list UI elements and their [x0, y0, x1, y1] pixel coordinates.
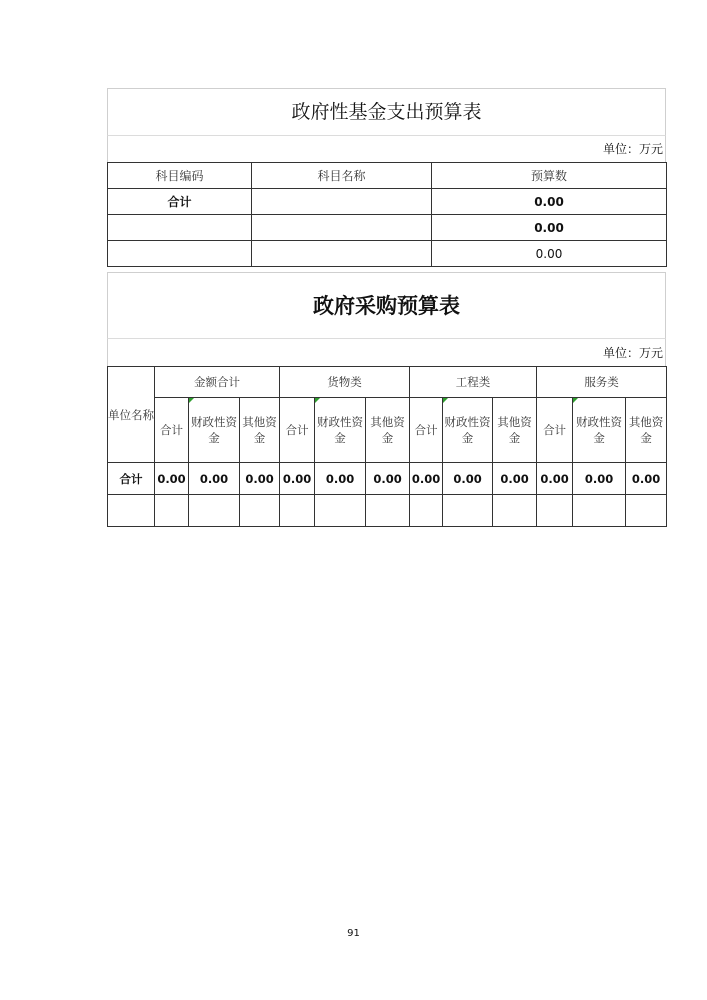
empty-cell	[410, 495, 443, 527]
procurement-sub-header-row	[108, 398, 667, 463]
row-code	[108, 241, 252, 267]
sub-header-other-funds: 其他资金	[366, 398, 410, 463]
sub-header-fiscal-funds: 财政性资金	[315, 398, 366, 463]
sub-header-total: 合计	[537, 398, 573, 463]
total-value: 0.00	[315, 463, 366, 495]
header-subject-code: 科目编码	[108, 163, 252, 189]
empty-cell	[155, 495, 189, 527]
total-value: 0.00	[410, 463, 443, 495]
sub-header-total: 合计	[280, 398, 315, 463]
fund-table-title: 政府性基金支出预算表	[107, 88, 666, 135]
sub-header-fiscal-funds: 财政性资金	[443, 398, 493, 463]
fund-table-grid	[107, 162, 667, 267]
empty-cell	[108, 495, 155, 527]
empty-cell	[537, 495, 573, 527]
row-amount: 0.00	[432, 215, 667, 241]
sub-header-fiscal-funds: 财政性资金	[573, 398, 626, 463]
empty-cell	[626, 495, 667, 527]
table-row	[108, 463, 667, 495]
empty-cell	[443, 495, 493, 527]
procurement-table-grid	[107, 366, 667, 527]
sub-header-other-funds: 其他资金	[240, 398, 280, 463]
row-amount: 0.00	[432, 189, 667, 215]
sub-header-total: 合计	[155, 398, 189, 463]
fund-table-header-row	[108, 163, 667, 189]
group-header-engineering: 工程类	[410, 367, 537, 398]
procurement-table-unit: 单位：万元	[107, 338, 666, 366]
group-header-total-amount: 金额合计	[155, 367, 280, 398]
row-amount: 0.00	[432, 241, 667, 267]
table-row	[108, 215, 667, 241]
group-header-goods: 货物类	[280, 367, 410, 398]
table-row	[108, 241, 667, 267]
row-code	[108, 215, 252, 241]
total-value: 0.00	[366, 463, 410, 495]
fund-expenditure-budget-table	[107, 88, 666, 267]
sub-header-total: 合计	[410, 398, 443, 463]
row-name	[252, 215, 432, 241]
empty-cell	[315, 495, 366, 527]
row-name	[252, 241, 432, 267]
empty-cell	[573, 495, 626, 527]
total-value: 0.00	[493, 463, 537, 495]
empty-cell	[493, 495, 537, 527]
empty-cell	[240, 495, 280, 527]
header-subject-name: 科目名称	[252, 163, 432, 189]
sub-header-other-funds: 其他资金	[493, 398, 537, 463]
sub-header-other-funds: 其他资金	[626, 398, 667, 463]
total-value: 0.00	[189, 463, 240, 495]
total-value: 0.00	[280, 463, 315, 495]
government-procurement-budget-table	[107, 272, 666, 527]
total-value: 0.00	[626, 463, 667, 495]
table-row	[108, 495, 667, 527]
total-value: 0.00	[240, 463, 280, 495]
procurement-table-title: 政府采购预算表	[107, 272, 666, 338]
total-row-label: 合计	[108, 463, 155, 495]
sub-header-fiscal-funds: 财政性资金	[189, 398, 240, 463]
total-value: 0.00	[443, 463, 493, 495]
row-name	[252, 189, 432, 215]
header-budget-amount: 预算数	[432, 163, 667, 189]
total-value: 0.00	[155, 463, 189, 495]
total-value: 0.00	[573, 463, 626, 495]
fund-table-unit: 单位：万元	[107, 135, 666, 162]
empty-cell	[280, 495, 315, 527]
header-unit-name: 单位名称	[108, 367, 155, 463]
empty-cell	[366, 495, 410, 527]
total-value: 0.00	[537, 463, 573, 495]
table-row	[108, 189, 667, 215]
procurement-group-header-row	[108, 367, 667, 398]
row-code: 合计	[108, 189, 252, 215]
empty-cell	[189, 495, 240, 527]
group-header-services: 服务类	[537, 367, 667, 398]
page-number: 91	[347, 928, 360, 939]
